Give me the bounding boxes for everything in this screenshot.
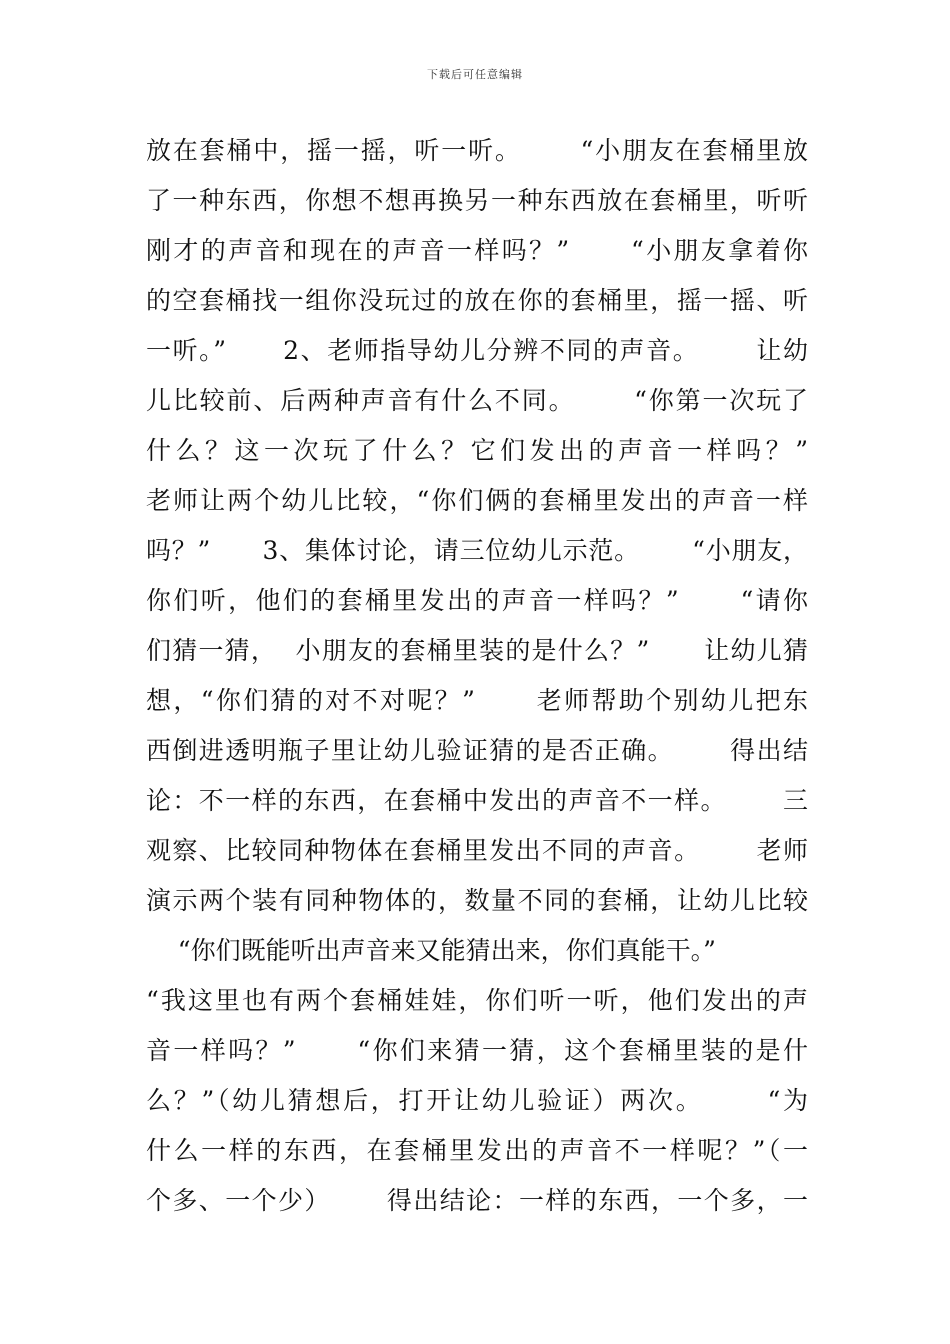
text-line: 你们听，他们的套桶里发出的声音一样吗？” “请你 — [146, 586, 808, 615]
text-line: 想，“你们猜的对不对呢？” 老师帮助个别幼儿把东 — [146, 686, 808, 715]
text-line: 演示两个装有同种物体的，数量不同的套桶，让幼儿比较 — [146, 886, 808, 915]
text-line: 了一种东西，你想不想再换另一种东西放在套桶里，听听 — [146, 186, 808, 215]
text-line: 一听。” 2、老师指导幼儿分辨不同的声音。 让幼 — [146, 336, 808, 365]
text-line: 老师让两个幼儿比较，“你们俩的套桶里发出的声音一样 — [146, 486, 808, 515]
text-line: 什么？这一次玩了什么？它们发出的声音一样吗？” — [146, 436, 808, 465]
text-line: “我这里也有两个套桶娃娃，你们听一听，他们发出的声 — [146, 986, 808, 1015]
text-line: 放在套桶中，摇一摇，听一听。 “小朋友在套桶里放 — [146, 136, 808, 165]
text-line: 西倒进透明瓶子里让幼儿验证猜的是否正确。 得出结 — [146, 736, 808, 765]
text-line: 观察、比较同种物体在套桶里发出不同的声音。 老师 — [146, 836, 808, 865]
text-line: 的空套桶找一组你没玩过的放在你的套桶里，摇一摇、听 — [146, 286, 808, 315]
text-line: 什么一样的东西，在套桶里发出的声音不一样呢？”（一 — [146, 1136, 808, 1165]
page-header: 下载后可任意编辑 — [427, 68, 523, 81]
text-line: 么？”（幼儿猜想后，打开让幼儿验证）两次。 “为 — [146, 1086, 808, 1115]
text-line: 个多、一个少） 得出结论：一样的东西，一个多，一 — [146, 1186, 808, 1215]
text-line: 刚才的声音和现在的声音一样吗？” “小朋友拿着你 — [146, 236, 808, 265]
text-line: 们猜一猜， 小朋友的套桶里装的是什么？” 让幼儿猜 — [146, 636, 808, 665]
text-line: 论：不一样的东西，在套桶中发出的声音不一样。 三 — [146, 786, 808, 815]
text-line: 音一样吗？” “你们来猜一猜，这个套桶里装的是什 — [146, 1036, 808, 1065]
document-body — [146, 126, 808, 1226]
text-line: 吗？” 3、集体讨论，请三位幼儿示范。 “小朋友， — [146, 536, 808, 565]
text-line: 儿比较前、后两种声音有什么不同。 “你第一次玩了 — [146, 386, 808, 415]
text-line: “你们既能听出声音来又能猜出来，你们真能干。” — [146, 936, 716, 965]
